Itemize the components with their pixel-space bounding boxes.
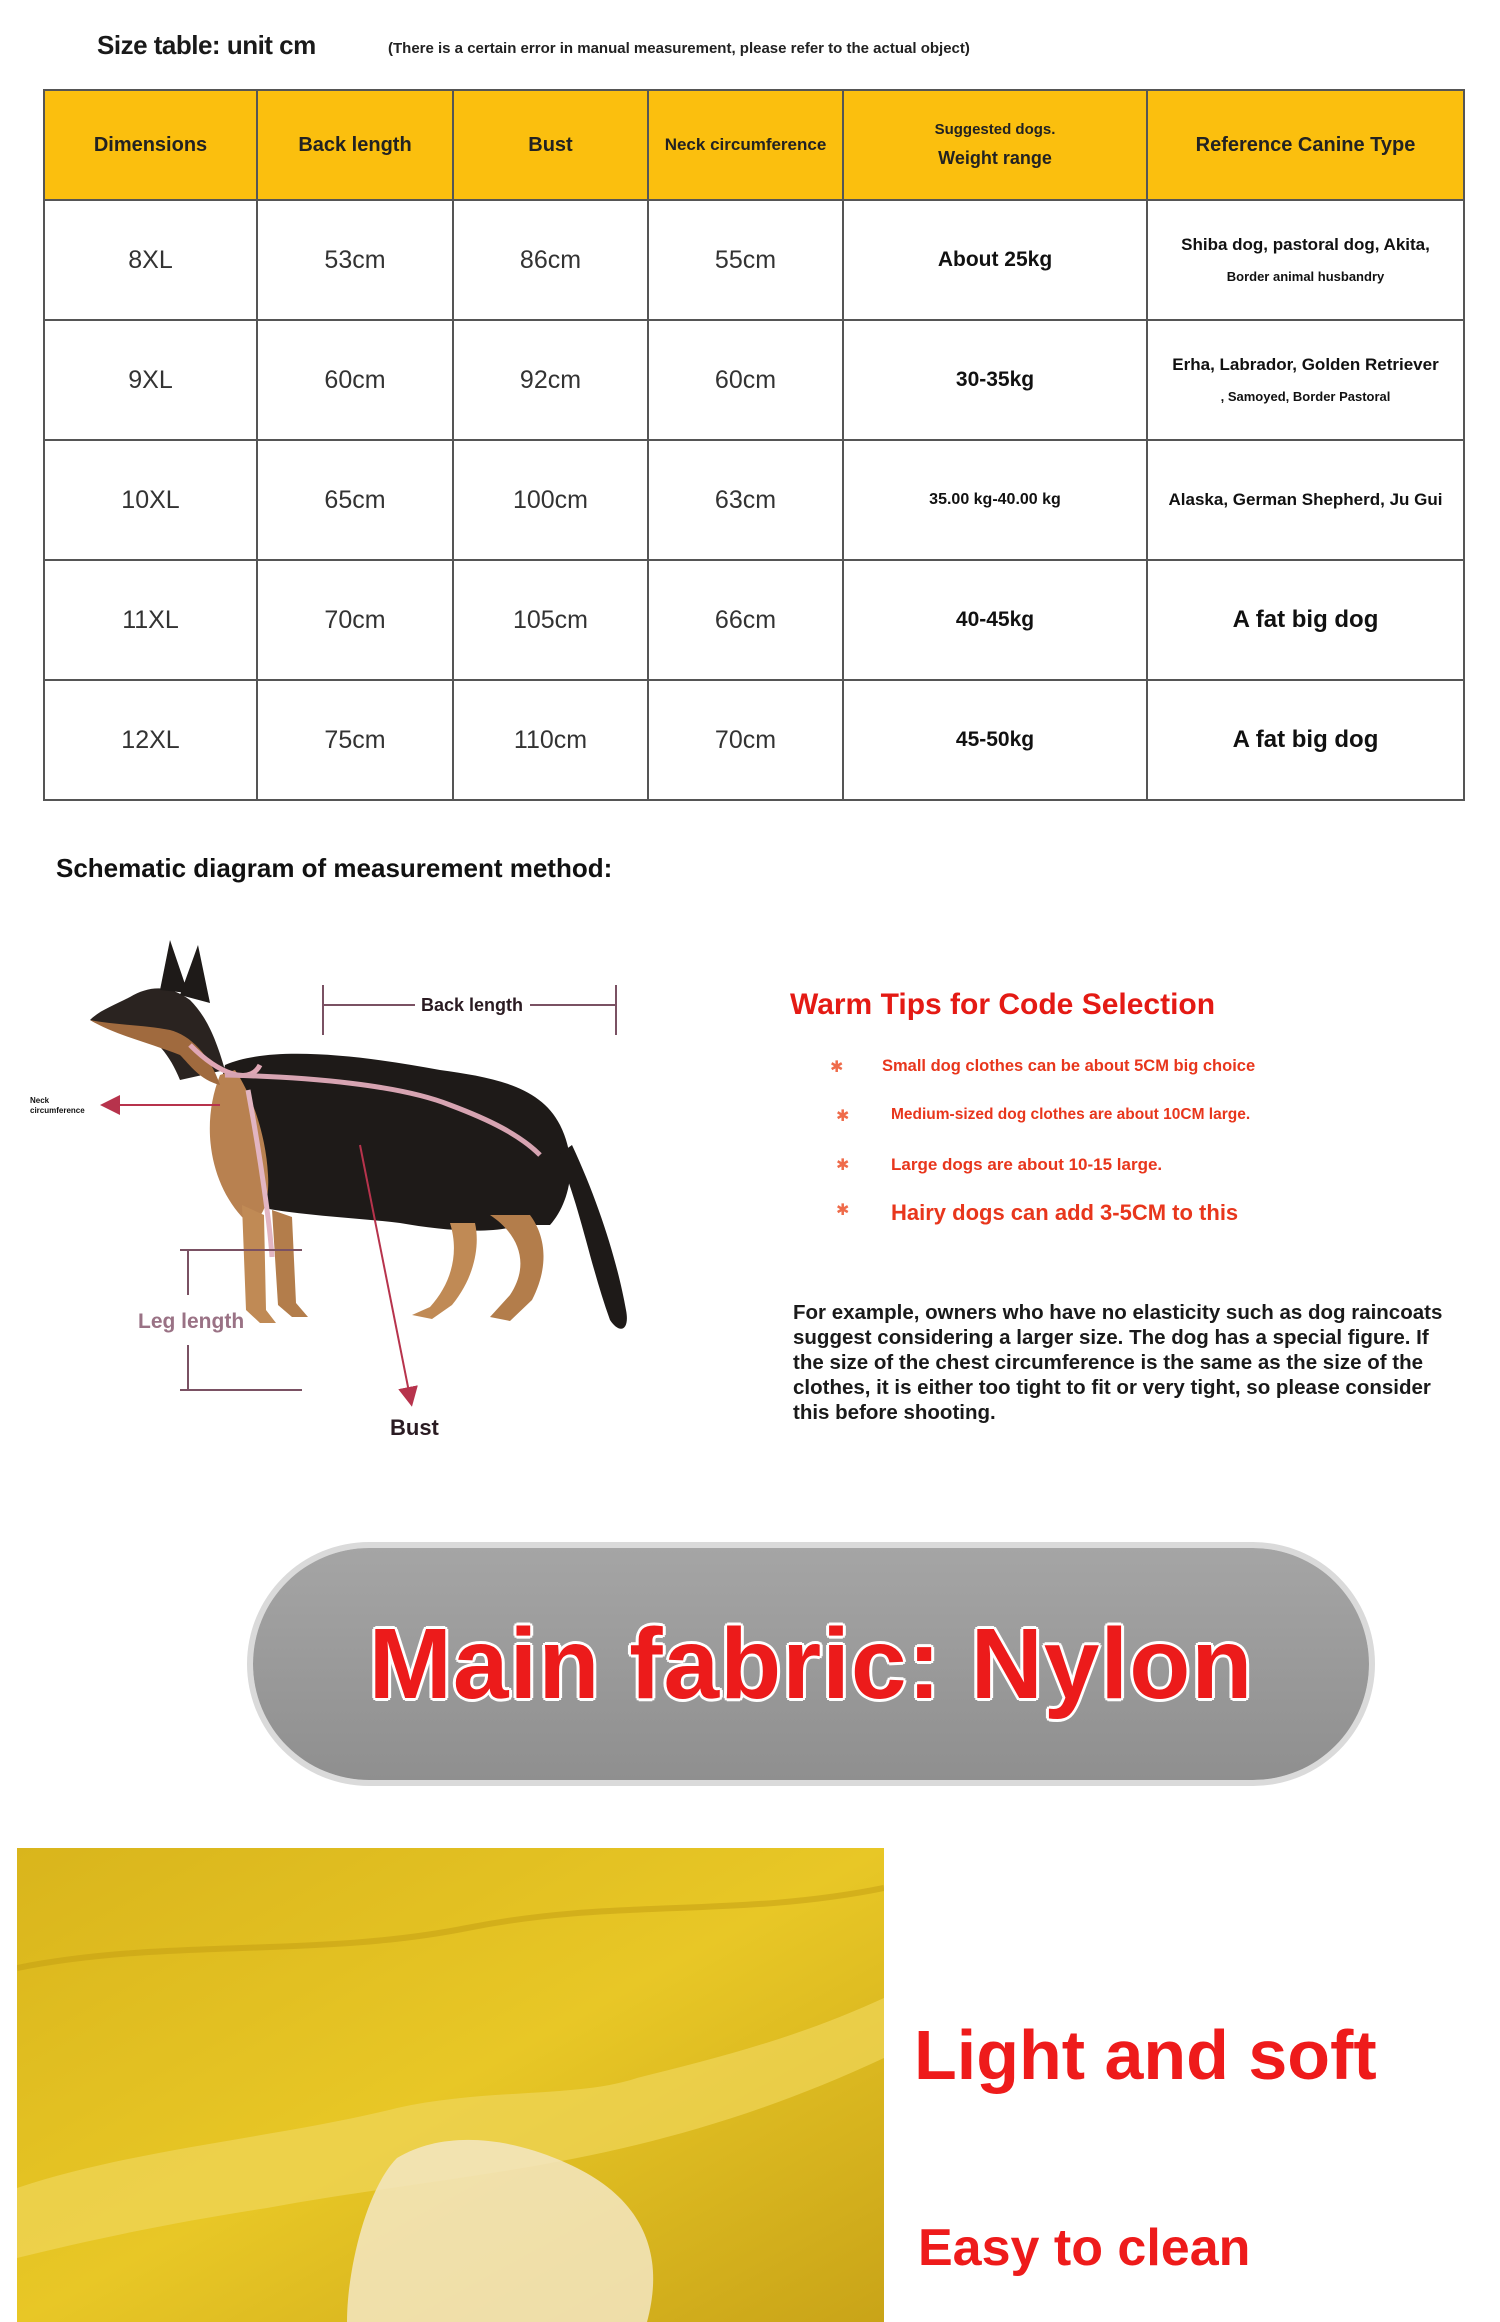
neck-label-line1: Neck: [30, 1096, 50, 1105]
fabric-banner-text: Main fabric: Nylon: [368, 1607, 1254, 1720]
column-header-dimensions: Dimensions: [44, 90, 257, 200]
cell-bust: 110cm: [453, 680, 648, 800]
cell-reference: A fat big dog: [1147, 680, 1464, 800]
reference-main: Erha, Labrador, Golden Retriever: [1172, 355, 1439, 374]
leg-length-label: Leg length: [138, 1310, 245, 1333]
cell-bust: 86cm: [453, 200, 648, 320]
feature-easy-clean: Easy to clean: [918, 2219, 1251, 2277]
cell-back-length: 70cm: [257, 560, 453, 680]
tip-text: Hairy dogs can add 3-5CM to this: [891, 1200, 1239, 1225]
star-icon: ✱: [836, 1202, 850, 1219]
tip-text: Large dogs are about 10-15 large.: [891, 1155, 1163, 1174]
feature-light-soft: Light and soft: [914, 2016, 1377, 2094]
reference-main: Shiba dog, pastoral dog, Akita,: [1181, 235, 1430, 254]
fabric-banner: [253, 1548, 1369, 1780]
tip-item: [836, 1106, 1456, 1130]
star-icon: ✱: [830, 1059, 844, 1076]
cell-weight: 35.00 kg-40.00 kg: [843, 440, 1147, 560]
tip-text: Small dog clothes can be about 5CM big choice: [882, 1057, 1256, 1075]
example-paragraph: For example, owners who have no elasticity such as dog raincoats suggest considering a larger size. The dog has a special figure. If the size of the chest circumference is the same as the size of the clothes, it is either too tight to fit or very tight, so please consider this before shooting.: [793, 1301, 1443, 1424]
cell-back-length: 53cm: [257, 200, 453, 320]
dog-silhouette: [90, 940, 627, 1329]
cell-weight: About 25kg: [843, 200, 1147, 320]
cell-neck: 55cm: [648, 200, 843, 320]
fabric-swatch-image: [17, 1848, 884, 2322]
cell-reference: [1147, 320, 1464, 440]
cell-neck: 70cm: [648, 680, 843, 800]
star-icon: ✱: [836, 1157, 850, 1174]
column-header-weight: [843, 90, 1147, 200]
bust-label: Bust: [390, 1415, 439, 1440]
column-header-bust: Bust: [453, 90, 648, 200]
cell-neck: 66cm: [648, 560, 843, 680]
cell-size: 10XL: [44, 440, 257, 560]
table-row: [44, 320, 1464, 440]
dog-measurement-diagram: [20, 905, 720, 1465]
cell-reference: [1147, 200, 1464, 320]
cell-bust: 105cm: [453, 560, 648, 680]
cell-size: 12XL: [44, 680, 257, 800]
cell-size: 11XL: [44, 560, 257, 680]
size-table: [43, 89, 1465, 801]
weight-header-line1: Suggested dogs.: [934, 121, 1056, 138]
column-header-back-length: Back length: [257, 90, 453, 200]
tip-item: [836, 1200, 1456, 1230]
cell-weight: 40-45kg: [843, 560, 1147, 680]
cell-reference: A fat big dog: [1147, 560, 1464, 680]
tip-text: Medium-sized dog clothes are about 10CM large.: [891, 1106, 1251, 1123]
column-header-reference: Reference Canine Type: [1147, 90, 1464, 200]
measurement-note: (There is a certain error in manual measurement, please refer to the actual object): [388, 40, 970, 57]
cell-size: 9XL: [44, 320, 257, 440]
cell-back-length: 65cm: [257, 440, 453, 560]
weight-header-line2: Weight range: [938, 148, 1052, 168]
neck-label-line2: circumference: [30, 1106, 85, 1115]
cell-bust: 100cm: [453, 440, 648, 560]
cell-back-length: 75cm: [257, 680, 453, 800]
cell-neck: 63cm: [648, 440, 843, 560]
reference-sub: , Samoyed, Border Pastoral: [1220, 389, 1391, 405]
star-icon: ✱: [836, 1108, 850, 1125]
tips-title: Warm Tips for Code Selection: [790, 988, 1216, 1021]
reference-sub: Border animal husbandry: [1226, 269, 1385, 285]
cell-weight: 45-50kg: [843, 680, 1147, 800]
table-row: [44, 440, 1464, 560]
diagram-title: Schematic diagram of measurement method:: [56, 853, 613, 883]
table-row: [44, 560, 1464, 680]
back-length-label: Back length: [420, 995, 524, 1015]
cell-back-length: 60cm: [257, 320, 453, 440]
table-row: [44, 200, 1464, 320]
cell-neck: 60cm: [648, 320, 843, 440]
column-header-neck: Neck circumference: [648, 90, 843, 200]
cell-bust: 92cm: [453, 320, 648, 440]
cell-reference: Alaska, German Shepherd, Ju Gui: [1147, 440, 1464, 560]
table-header-row: [44, 90, 1464, 200]
cell-weight: 30-35kg: [843, 320, 1147, 440]
tip-item: [836, 1155, 1456, 1179]
cell-size: 8XL: [44, 200, 257, 320]
table-row: [44, 680, 1464, 800]
size-table-title: Size table: unit cm: [97, 30, 316, 60]
tip-item: [830, 1057, 1450, 1081]
